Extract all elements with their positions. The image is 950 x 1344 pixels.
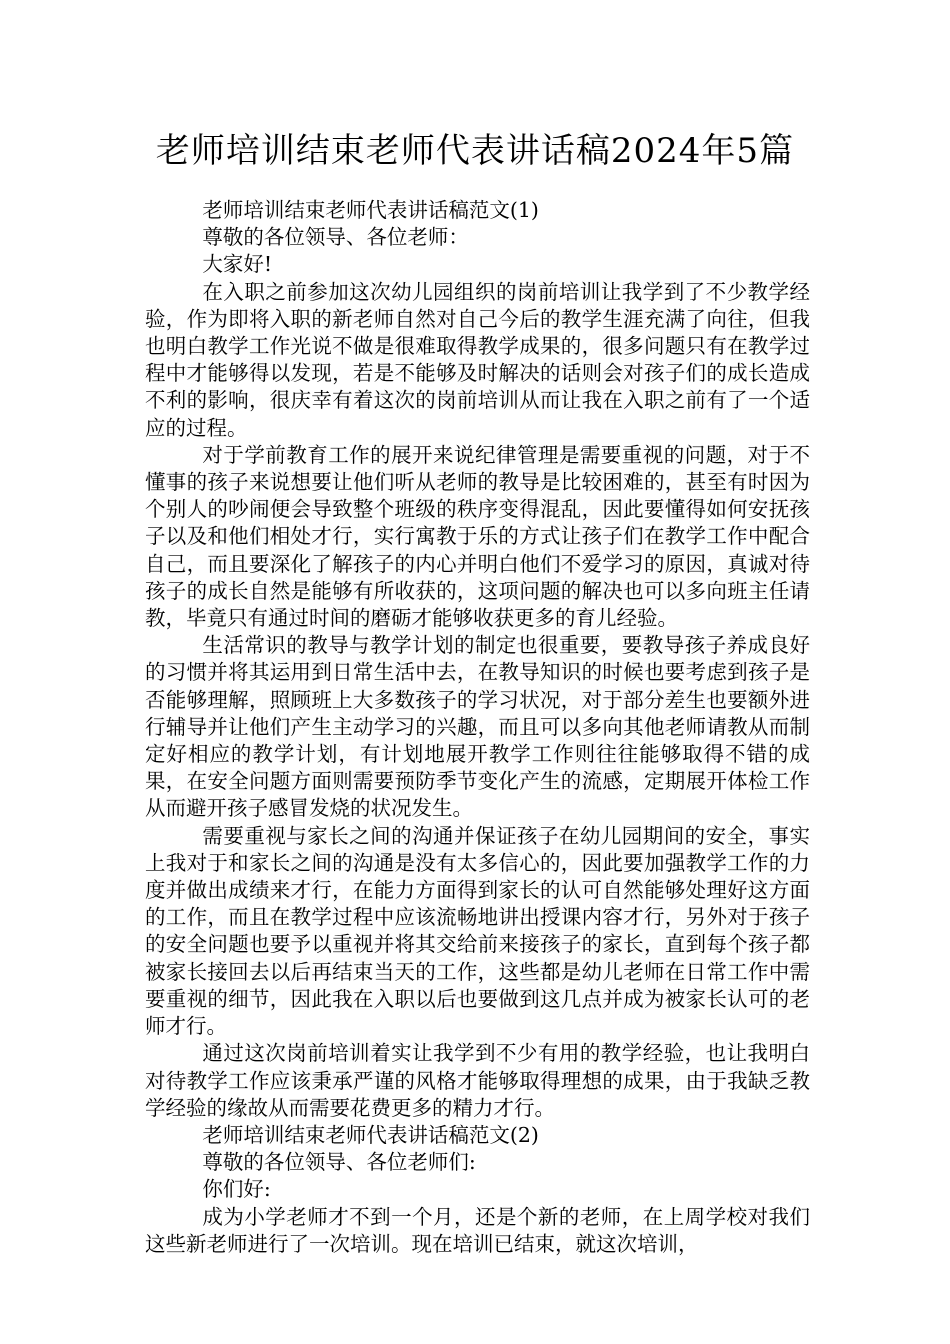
body-paragraph: 生活常识的教导与教学计划的制定也很重要，要教导孩子养成良好的习惯并将其运用到日常生活中去，在教导知识的时候也要考虑到孩子是否能够理解，照顾班上大多数孩子的学习状况，对于部分差生也要额外进行辅导并让他们产生主动学习的兴趣，而且可以多向其他老师请教从而制定好相应的教学计划，有计划地展开教学工作则往往能够取得不错的成果，在安全问题方面则需要预防季节变化产生的流感，定期展开体检工作从而避开孩子感冒发烧的状况发生。 — [145, 633, 810, 821]
body-paragraph: 需要重视与家长之间的沟通并保证孩子在幼儿园期间的安全，事实上我对于和家长之间的沟通是没有太多信心的，因此要加强教学工作的力度并做出成绩来才行，在能力方面得到家长的认可自然能够处理好这方面的工作，而且在教学过程中应该流畅地讲出授课内容才行，另外对于孩子的安全问题也要予以重视并将其交给前来接孩子的家长，直到每个孩子都被家长接回去以后再结束当天的工作，这些都是幼儿老师在日常工作中需要重视的细节，因此我在入职以后也要做到这几点并成为被家长认可的老师才行。 — [145, 823, 810, 1039]
greeting-2: 你们好: — [202, 1177, 271, 1202]
salutation-1: 尊敬的各位领导、各位老师： — [202, 225, 469, 250]
body-paragraph: 成为小学老师才不到一个月，还是个新的老师，在上周学校对我们这些新老师进行了一次培训。现在培训已结束，就这次培训， — [145, 1204, 810, 1256]
section-heading-1: 老师培训结束老师代表讲话稿范文(1) — [202, 198, 539, 222]
body-paragraph: 对于学前教育工作的展开来说纪律管理是需要重视的问题，对于不懂事的孩子来说想要让他们听从老师的教导是比较困难的，甚至有时因为个别人的吵闹便会导致整个班级的秩序变得混乱，因此要懂得如何安抚孩子以及和他们相处才行，实行寓教于乐的方式让孩子们在教学工作中配合自己，而且要深化了解孩子的内心并明白他们不爱学习的原因，真诚对待孩子的成长自然是能够有所收获的，这项问题的解决也可以多向班主任请教，毕竟只有通过时间的磨砺才能够收获更多的育儿经验。 — [145, 442, 810, 631]
section-heading-2: 老师培训结束老师代表讲话稿范文(2) — [202, 1122, 539, 1147]
document-body — [145, 197, 810, 1258]
document-title: 老师培训结束老师代表讲话稿2024年5篇 — [155, 131, 795, 171]
salutation-2: 尊敬的各位领导、各位老师们: — [202, 1150, 476, 1175]
body-paragraph: 通过这次岗前培训着实让我学到不少有用的教学经验，也让我明白对待教学工作应该秉承严谨的风格才能够取得理想的成果，由于我缺乏教学经验的缘故从而需要花费更多的精力才行。 — [145, 1041, 810, 1120]
greeting-1: 大家好! — [202, 252, 273, 277]
body-paragraph: 在入职之前参加这次幼儿园组织的岗前培训让我学到了不少教学经验，作为即将入职的新老师自然对自己今后的教学生涯充满了向往，但我也明白教学工作光说不做是很难取得教学成果的，很多问题只有在教学过程中才能够得以发现，若是不能够及时解决的话则会对孩子们的成长造成不利的影响，很庆幸有着这次的岗前培训从而让我在入职之前有了一个适应的过程。 — [145, 279, 810, 440]
